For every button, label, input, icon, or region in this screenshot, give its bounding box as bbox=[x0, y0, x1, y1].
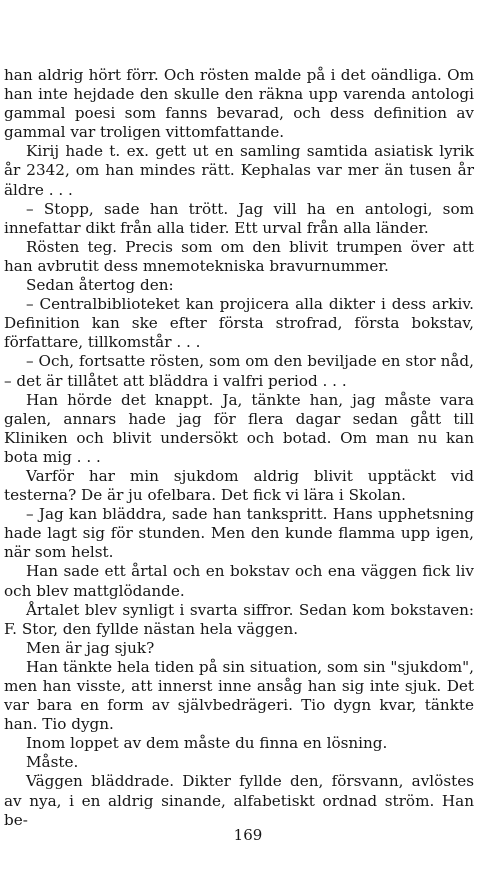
paragraph: Men är jag sjuk? bbox=[26, 638, 155, 657]
paragraph: Han hörde det knappt. Ja, tänkte han, jag måste vara galen, annars hade jag för flera dagar sedan gått till Kliniken och blivit undersökt och botad. Om man nu kan bota mig . . . bbox=[4, 390, 474, 466]
paragraph: Väggen bläddrade. Dikter fyllde den, försvann, avlöstes av nya, i en aldrig sinande, alfabetiskt ordnad ström. Han be- bbox=[4, 772, 474, 829]
paragraph: Rösten teg. Precis som om den blivit trumpen över att han avbrutit dess mnemotekniska bravurnummer. bbox=[4, 237, 474, 275]
paragraph: Årtalet blev synligt i svarta siffror. Sedan kom bokstaven: F. Stor, den fyllde nästan hela väggen. bbox=[4, 600, 474, 638]
paragraph: Måste. bbox=[26, 753, 79, 772]
paragraph: Kirij hade t. ex. gett ut en samling samtida asiatisk lyrik år 2342, om han mindes rätt. Kephalas var mer än tusen år äldre . . . bbox=[4, 142, 474, 199]
paragraph: Han sade ett årtal och en bokstav och ena väggen fick liv och blev mattglödande. bbox=[4, 562, 474, 600]
paragraph: – Stopp, sade han trött. Jag vill ha en antologi, som innefattar dikt från alla tider. Ett urval från alla länder. bbox=[4, 199, 474, 237]
paragraph: han aldrig hört förr. Och rösten malde på i det oändliga. Om han inte hejdade den skulle den räkna upp varenda antologi gammal poesi som fanns bevarad, och dess definition av gammal var troligen vittomfattande. bbox=[4, 66, 474, 142]
paragraph: – Centralbiblioteket kan projicera alla dikter i dess arkiv. Definition kan ske efter första strofrad, första bokstav, författare, tillkomstår . . . bbox=[4, 295, 474, 352]
paragraph: Varför har min sjukdom aldrig blivit upptäckt vid testerna? De är ju ofelbara. Det fick vi lära i Skolan. bbox=[4, 466, 474, 505]
body-text bbox=[4, 66, 474, 830]
paragraph: Sedan återtog den: bbox=[26, 276, 174, 295]
page-number: 169 bbox=[233, 826, 263, 844]
paragraph: Han tänkte hela tiden på sin situation, som sin "sjukdom", men han visste, att innerst inne ansåg han sig inte sjuk. Det var bara en form av självbedrägeri. Tio dygn kvar, tänkte han. Tio dygn. bbox=[4, 657, 474, 734]
paragraph: Inom loppet av dem måste du finna en lösning. bbox=[26, 734, 388, 753]
paragraph: – Jag kan bläddra, sade han tankspritt. Hans upphetsning hade lagt sig för stunden. Men den kunde flamma upp igen, när som helst. bbox=[4, 505, 474, 562]
paragraph: – Och, fortsatte rösten, som om den beviljade en stor nåd, – det är tillåtet att bläddra i valfri period . . . bbox=[4, 352, 474, 390]
